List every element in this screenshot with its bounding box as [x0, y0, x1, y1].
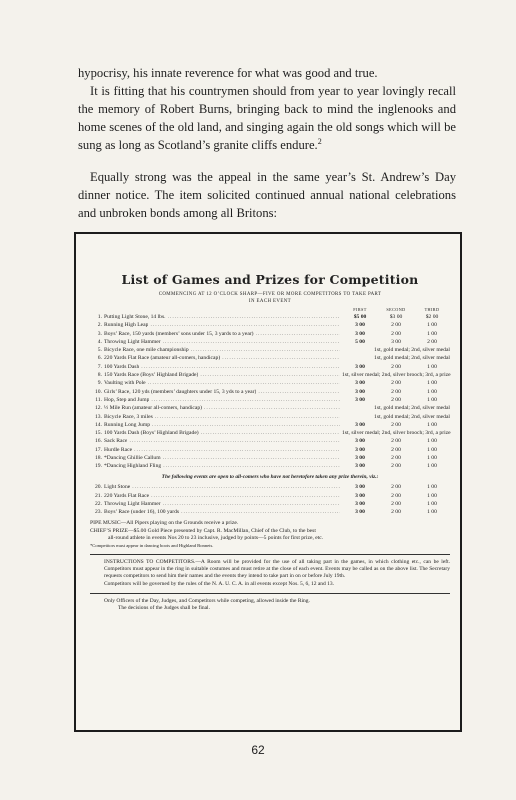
event-prize-third: 1 00 [427, 388, 437, 395]
event-row [90, 321, 450, 329]
event-row [90, 346, 450, 354]
event-prize-text: 1st, gold medal; 2nd, silver medal [374, 405, 450, 412]
event-name: 100 Yards Dash (Boys’ Highland Brigade) [104, 430, 199, 437]
event-number: 20. [95, 484, 102, 491]
event-prize-first: $5 00 [353, 314, 367, 320]
dot-leader [150, 321, 340, 329]
event-number: 3. [97, 330, 102, 337]
event-row [90, 363, 450, 371]
chiefs-prize-line-1: CHIEF’S PRIZE—$5.00 Gold Piece presented by Capt. R. MacMillan, Chief of the Club, to the best [90, 527, 316, 534]
event-prize-text: 1st, silver medal; 2nd, silver brooch; 3rd, a prize [342, 372, 451, 379]
event-prize-third: 1 00 [427, 509, 437, 516]
dot-leader [163, 338, 340, 346]
dance-note: *Competitors must appear in dancing boots and Highland Bonnets. [90, 543, 214, 549]
event-prize-second: 2 00 [391, 380, 401, 387]
event-row [90, 421, 450, 429]
event-prize-first: 3 00 [355, 438, 365, 445]
event-prize-text: 1st, gold medal; 2nd, silver medal [374, 347, 450, 354]
event-name: Sack Race [104, 438, 128, 445]
event-prize-second: 2 00 [391, 509, 401, 516]
event-name: ½ Mile Run (amateur all-comers, handicap) [104, 405, 203, 412]
event-row [90, 338, 450, 346]
dot-leader [151, 492, 340, 500]
dot-leader [134, 446, 340, 454]
event-number: 23. [95, 509, 102, 516]
event-number: 6. [97, 355, 102, 362]
event-prize-third: 1 00 [427, 396, 437, 403]
open-events-note: The following events are open to all-comers who have not heretofore taken any prize therein, viz.: [161, 473, 379, 480]
event-prize-second: $3 00 [389, 314, 403, 320]
quote-paragraph [78, 82, 456, 154]
poster-subtitle-2: IN EACH EVENT [248, 299, 292, 304]
dot-leader [132, 483, 340, 491]
event-name: *Dancing Ghillie Callum [104, 455, 161, 462]
event-prize-third: 1 00 [427, 421, 437, 428]
pipe-music-note: PIPE MUSIC—All Pipers playing on the Grounds receive a prize. [90, 520, 239, 527]
body-text [78, 64, 456, 222]
event-number: 10. [95, 388, 102, 395]
event-prize-second: 2 00 [391, 484, 401, 491]
prize-header-second: SECOND [386, 307, 406, 312]
dot-leader [258, 388, 340, 396]
event-number: 13. [95, 413, 102, 420]
block-quote [78, 64, 456, 154]
dot-leader [163, 500, 340, 508]
event-row [90, 462, 450, 470]
event-prize-third: 1 00 [427, 446, 437, 453]
event-name: 220 Yards Flat Race [104, 492, 150, 499]
event-prize-third: 1 00 [427, 380, 437, 387]
event-prize-second: 2 00 [391, 463, 401, 470]
event-row [90, 396, 450, 404]
events-list [90, 313, 450, 471]
dot-leader [168, 313, 340, 321]
event-prize-third: 1 00 [427, 463, 437, 470]
event-prize-first: 3 00 [355, 446, 365, 453]
event-number: 19. [95, 463, 102, 470]
event-prize-text: 1st, silver medal; 2nd, silver brooch; 3rd, a prize [342, 430, 451, 437]
event-prize-second: 3 00 [391, 338, 401, 345]
event-prize-text: 1st, gold medal; 2nd, silver medal [374, 355, 450, 362]
event-number: 1. [97, 314, 102, 320]
event-number: 5. [97, 347, 102, 354]
event-prize-third: 1 00 [427, 492, 437, 499]
event-prize-first: 3 00 [355, 455, 365, 462]
event-prize-third: 1 00 [427, 455, 437, 462]
event-prize-second: 2 00 [391, 455, 401, 462]
event-name: 220 Yards Flat Race (amateur all-comers, handicap) [104, 355, 221, 362]
poster-title: List of Games and Prizes for Competition [121, 272, 419, 287]
dot-leader [201, 429, 340, 437]
event-prize-first: 3 00 [355, 484, 365, 491]
dot-leader [151, 396, 340, 404]
event-name: Girls’ Race, 120 yds (members’ daughters under 15, 3 yds to a year) [104, 388, 257, 395]
event-name: Running High Leap [104, 322, 149, 329]
event-name: Throwing Light Hammer [104, 500, 161, 507]
poster-figure [74, 232, 462, 732]
event-prize-third: 1 00 [427, 330, 437, 337]
event-row [90, 437, 450, 445]
event-row [90, 404, 450, 412]
event-prize-second: 2 00 [391, 396, 401, 403]
divider [90, 554, 450, 555]
event-number: 11. [95, 396, 102, 403]
event-prize-third: $2 00 [425, 314, 439, 320]
event-prize-first: 3 00 [355, 492, 365, 499]
event-prize-first: 3 00 [355, 509, 365, 516]
event-row [90, 454, 450, 462]
poster-subtitle: COMMENCING AT 12 O’CLOCK SHARP—FIVE OR MORE COMPETITORS TO TAKE PART [158, 292, 382, 297]
event-number: 18. [95, 455, 102, 462]
event-row [90, 413, 450, 421]
games-poster [90, 260, 450, 722]
event-prize-first: 3 00 [355, 463, 365, 470]
footnote-marker: 2 [317, 136, 322, 146]
event-name: Light Stone [104, 484, 131, 491]
event-prize-third: 1 00 [427, 438, 437, 445]
event-name: Bicycle Race, 3 miles [104, 413, 153, 420]
quote-paragraph-text: It is fitting that his countrymen should from year to year lovingly recall the memory of Robert Burns, bringing back to mind the inglenooks and home scenes of the old land, and singing again the old songs which will be sung as long as Scotland’s granite cliffs endure. [78, 84, 456, 152]
event-name: Bicycle Race, one mile championship [104, 347, 189, 354]
dot-leader [191, 346, 340, 354]
event-row [90, 508, 450, 516]
dot-leader [155, 413, 340, 421]
lead-paragraph: Equally strong was the appeal in the same year’s St. Andrew’s Day dinner notice. The item solicited continued annual national celebrations and unbroken bonds among all Britons: [78, 170, 456, 220]
event-number: 16. [95, 438, 102, 445]
dot-leader [148, 379, 340, 387]
chiefs-prize-note [90, 528, 450, 542]
event-number: 7. [97, 363, 102, 370]
event-name: 150 Yards Race (Boys’ Highland Brigade) [104, 372, 199, 379]
event-name: Hurdle Race [104, 446, 133, 453]
event-number: 22. [95, 500, 102, 507]
event-name: Boys’ Race, 150 yards (members’ sons under 15, 3 yards to a year) [104, 330, 254, 337]
event-prize-second: 2 00 [391, 363, 401, 370]
event-prize-text: 1st, gold medal; 2nd, silver medal [374, 413, 450, 420]
event-number: 9. [97, 380, 102, 387]
event-prize-first: 3 00 [355, 388, 365, 395]
event-number: 4. [97, 338, 102, 345]
quote-paragraph: hypocrisy, his innate reverence for what was good and true. [78, 66, 378, 80]
event-prize-second: 2 00 [391, 438, 401, 445]
event-prize-second: 2 00 [391, 492, 401, 499]
event-prize-third: 1 00 [427, 500, 437, 507]
instructions-paragraph-1: INSTRUCTIONS TO COMPETITORS.—A Room will be provided for the use of all taking part in the games, in which clothing etc., can be left. Competitors must appear in the ring in suitable costumes and must retire at the close of each event. Events may be called as on the above list. The Secretary requests competitors to send him their names and the events they intend to take part in on or before July 19th. [104, 559, 450, 580]
event-number: 8. [97, 372, 102, 379]
event-row [90, 483, 450, 491]
event-prize-second: 2 00 [391, 330, 401, 337]
dot-leader [141, 363, 340, 371]
event-prize-third: 2 00 [427, 338, 437, 345]
event-number: 21. [95, 492, 102, 499]
event-row [90, 500, 450, 508]
event-number: 2. [97, 322, 102, 329]
prize-header-third: THIRD [424, 307, 440, 312]
officers-line-2: The decisions of the Judges shall be final. [118, 605, 210, 612]
event-prize-first: 3 00 [355, 380, 365, 387]
event-prize-first: 3 00 [355, 330, 365, 337]
event-prize-second: 2 00 [391, 388, 401, 395]
instructions [90, 559, 450, 588]
event-prize-first: 3 00 [355, 421, 365, 428]
dot-leader [129, 437, 340, 445]
event-prize-first: 3 00 [355, 322, 365, 329]
event-name: *Dancing Highland Fling [104, 463, 162, 470]
event-prize-first: 3 00 [355, 396, 365, 403]
event-name: Putting Light Stone, 14 lbs. [104, 314, 166, 320]
dot-leader [163, 462, 340, 470]
event-prize-first: 3 00 [355, 363, 365, 370]
event-number: 12. [95, 405, 102, 412]
dot-leader [152, 421, 340, 429]
instructions-paragraph-2: Competitors will be governed by the rules of the N. A. U. C. A. in all events except Nos. 5, 6, 12 and 13. [104, 580, 335, 587]
event-row [90, 492, 450, 500]
event-row [90, 388, 450, 396]
event-number: 17. [95, 446, 102, 453]
event-row [90, 429, 450, 437]
dot-leader [204, 404, 340, 412]
dot-leader [163, 454, 340, 462]
event-prize-first: 3 00 [355, 500, 365, 507]
event-name: Hop, Step and Jump [104, 396, 150, 403]
event-name: Boys’ Race (under 16), 100 yards [104, 509, 180, 516]
event-name: Throwing Light Hammer [104, 338, 161, 345]
page-number: 62 [251, 743, 265, 757]
event-name: Running Long Jump [104, 421, 150, 428]
dot-leader [256, 330, 340, 338]
event-row [90, 330, 450, 338]
event-row [90, 379, 450, 387]
event-prize-second: 2 00 [391, 322, 401, 329]
event-number: 15. [95, 430, 102, 437]
event-prize-second: 2 00 [391, 421, 401, 428]
event-prize-first: 5 00 [355, 338, 365, 345]
event-row [90, 446, 450, 454]
event-row [90, 313, 450, 321]
prize-header-first: FIRST [353, 307, 367, 312]
event-number: 14. [95, 421, 102, 428]
event-prize-third: 1 00 [427, 363, 437, 370]
officers-line-1: Only Officers of the Day, Judges, and Competitors while competing, allowed inside the Ring. [104, 597, 310, 604]
event-prize-second: 2 00 [391, 446, 401, 453]
divider [90, 593, 450, 594]
event-name: 100 Yards Dash [104, 363, 140, 370]
event-row [90, 371, 450, 379]
event-prize-second: 2 00 [391, 500, 401, 507]
chiefs-prize-line-2: all-round athlete in events Nos 20 to 23 inclusive, judged by points—5 points for first prize, etc. [108, 534, 324, 541]
event-name: Vaulting with Pole [104, 380, 146, 387]
event-row [90, 354, 450, 362]
officers-note [90, 598, 450, 612]
dot-leader [181, 508, 340, 516]
dot-leader [200, 371, 340, 379]
event-prize-third: 1 00 [427, 484, 437, 491]
dot-leader [222, 354, 340, 362]
open-events-list [90, 483, 450, 516]
event-prize-third: 1 00 [427, 322, 437, 329]
